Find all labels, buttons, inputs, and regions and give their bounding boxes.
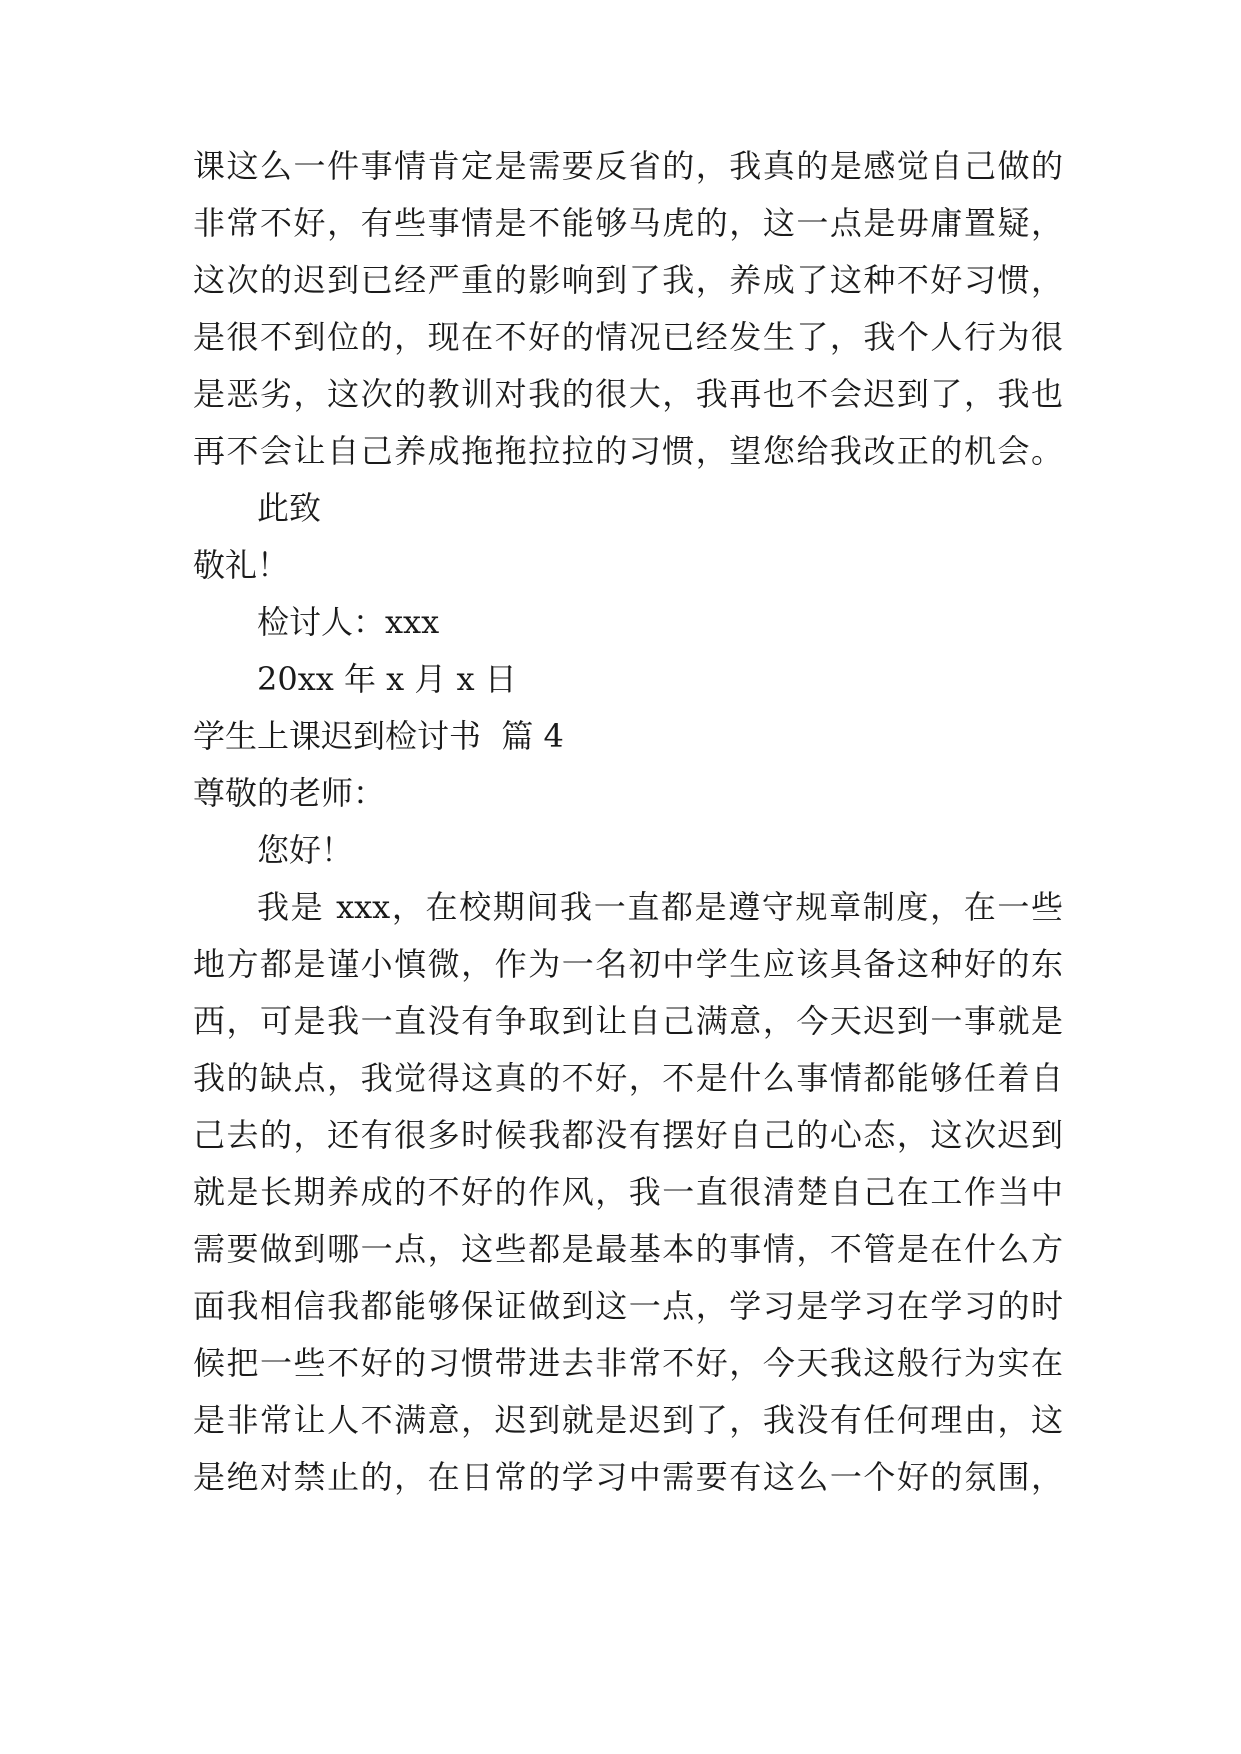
date-line: 20xx 年 x 月 x 日 — [257, 660, 517, 698]
section-title: 学生上课迟到检讨书 篇 4 — [193, 717, 564, 755]
paragraph-line: 需要做到哪一点，这些都是最基本的事情，不管是在什么方 — [193, 1230, 1063, 1268]
closing-line: 此致 — [257, 489, 322, 527]
salutation: 尊敬的老师： — [193, 774, 386, 812]
paragraph-line: 面我相信我都能够保证做到这一点，学习是学习在学习的时 — [193, 1287, 1063, 1325]
paragraph-line: 课这么一件事情肯定是需要反省的，我真的是感觉自己做的 — [193, 147, 1063, 185]
paragraph-line: 己去的，还有很多时候我都没有摆好自己的心态，这次迟到 — [193, 1116, 1063, 1154]
paragraph-line: 我的缺点，我觉得这真的不好，不是什么事情都能够任着自 — [193, 1059, 1063, 1097]
paragraph-line: 是绝对禁止的，在日常的学习中需要有这么一个好的氛围， — [193, 1458, 1063, 1496]
paragraph-line: 是很不到位的，现在不好的情况已经发生了，我个人行为很 — [193, 318, 1063, 356]
paragraph-line: 非常不好，有些事情是不能够马虎的，这一点是毋庸置疑， — [193, 204, 1063, 242]
paragraph-line: 我是 xxx，在校期间我一直都是遵守规章制度，在一些 — [257, 888, 1063, 926]
paragraph-line: 再不会让自己养成拖拖拉拉的习惯，望您给我改正的机会。 — [193, 432, 1063, 470]
paragraph-line: 西，可是我一直没有争取到让自己满意，今天迟到一事就是 — [193, 1002, 1063, 1040]
signature-line: 检讨人：xxx — [257, 603, 440, 641]
paragraph-line: 就是长期养成的不好的作风，我一直很清楚自己在工作当中 — [193, 1173, 1063, 1211]
paragraph-line: 地方都是谨小慎微，作为一名初中学生应该具备这种好的东 — [193, 945, 1063, 983]
closing-salute: 敬礼！ — [193, 546, 290, 584]
greeting: 您好！ — [257, 831, 354, 869]
paragraph-line: 是非常让人不满意，迟到就是迟到了，我没有任何理由，这 — [193, 1401, 1063, 1439]
paragraph-line: 是恶劣，这次的教训对我的很大，我再也不会迟到了，我也 — [193, 375, 1063, 413]
paragraph-line: 这次的迟到已经严重的影响到了我，养成了这种不好习惯， — [193, 261, 1063, 299]
paragraph-line: 候把一些不好的习惯带进去非常不好，今天我这般行为实在 — [193, 1344, 1063, 1382]
